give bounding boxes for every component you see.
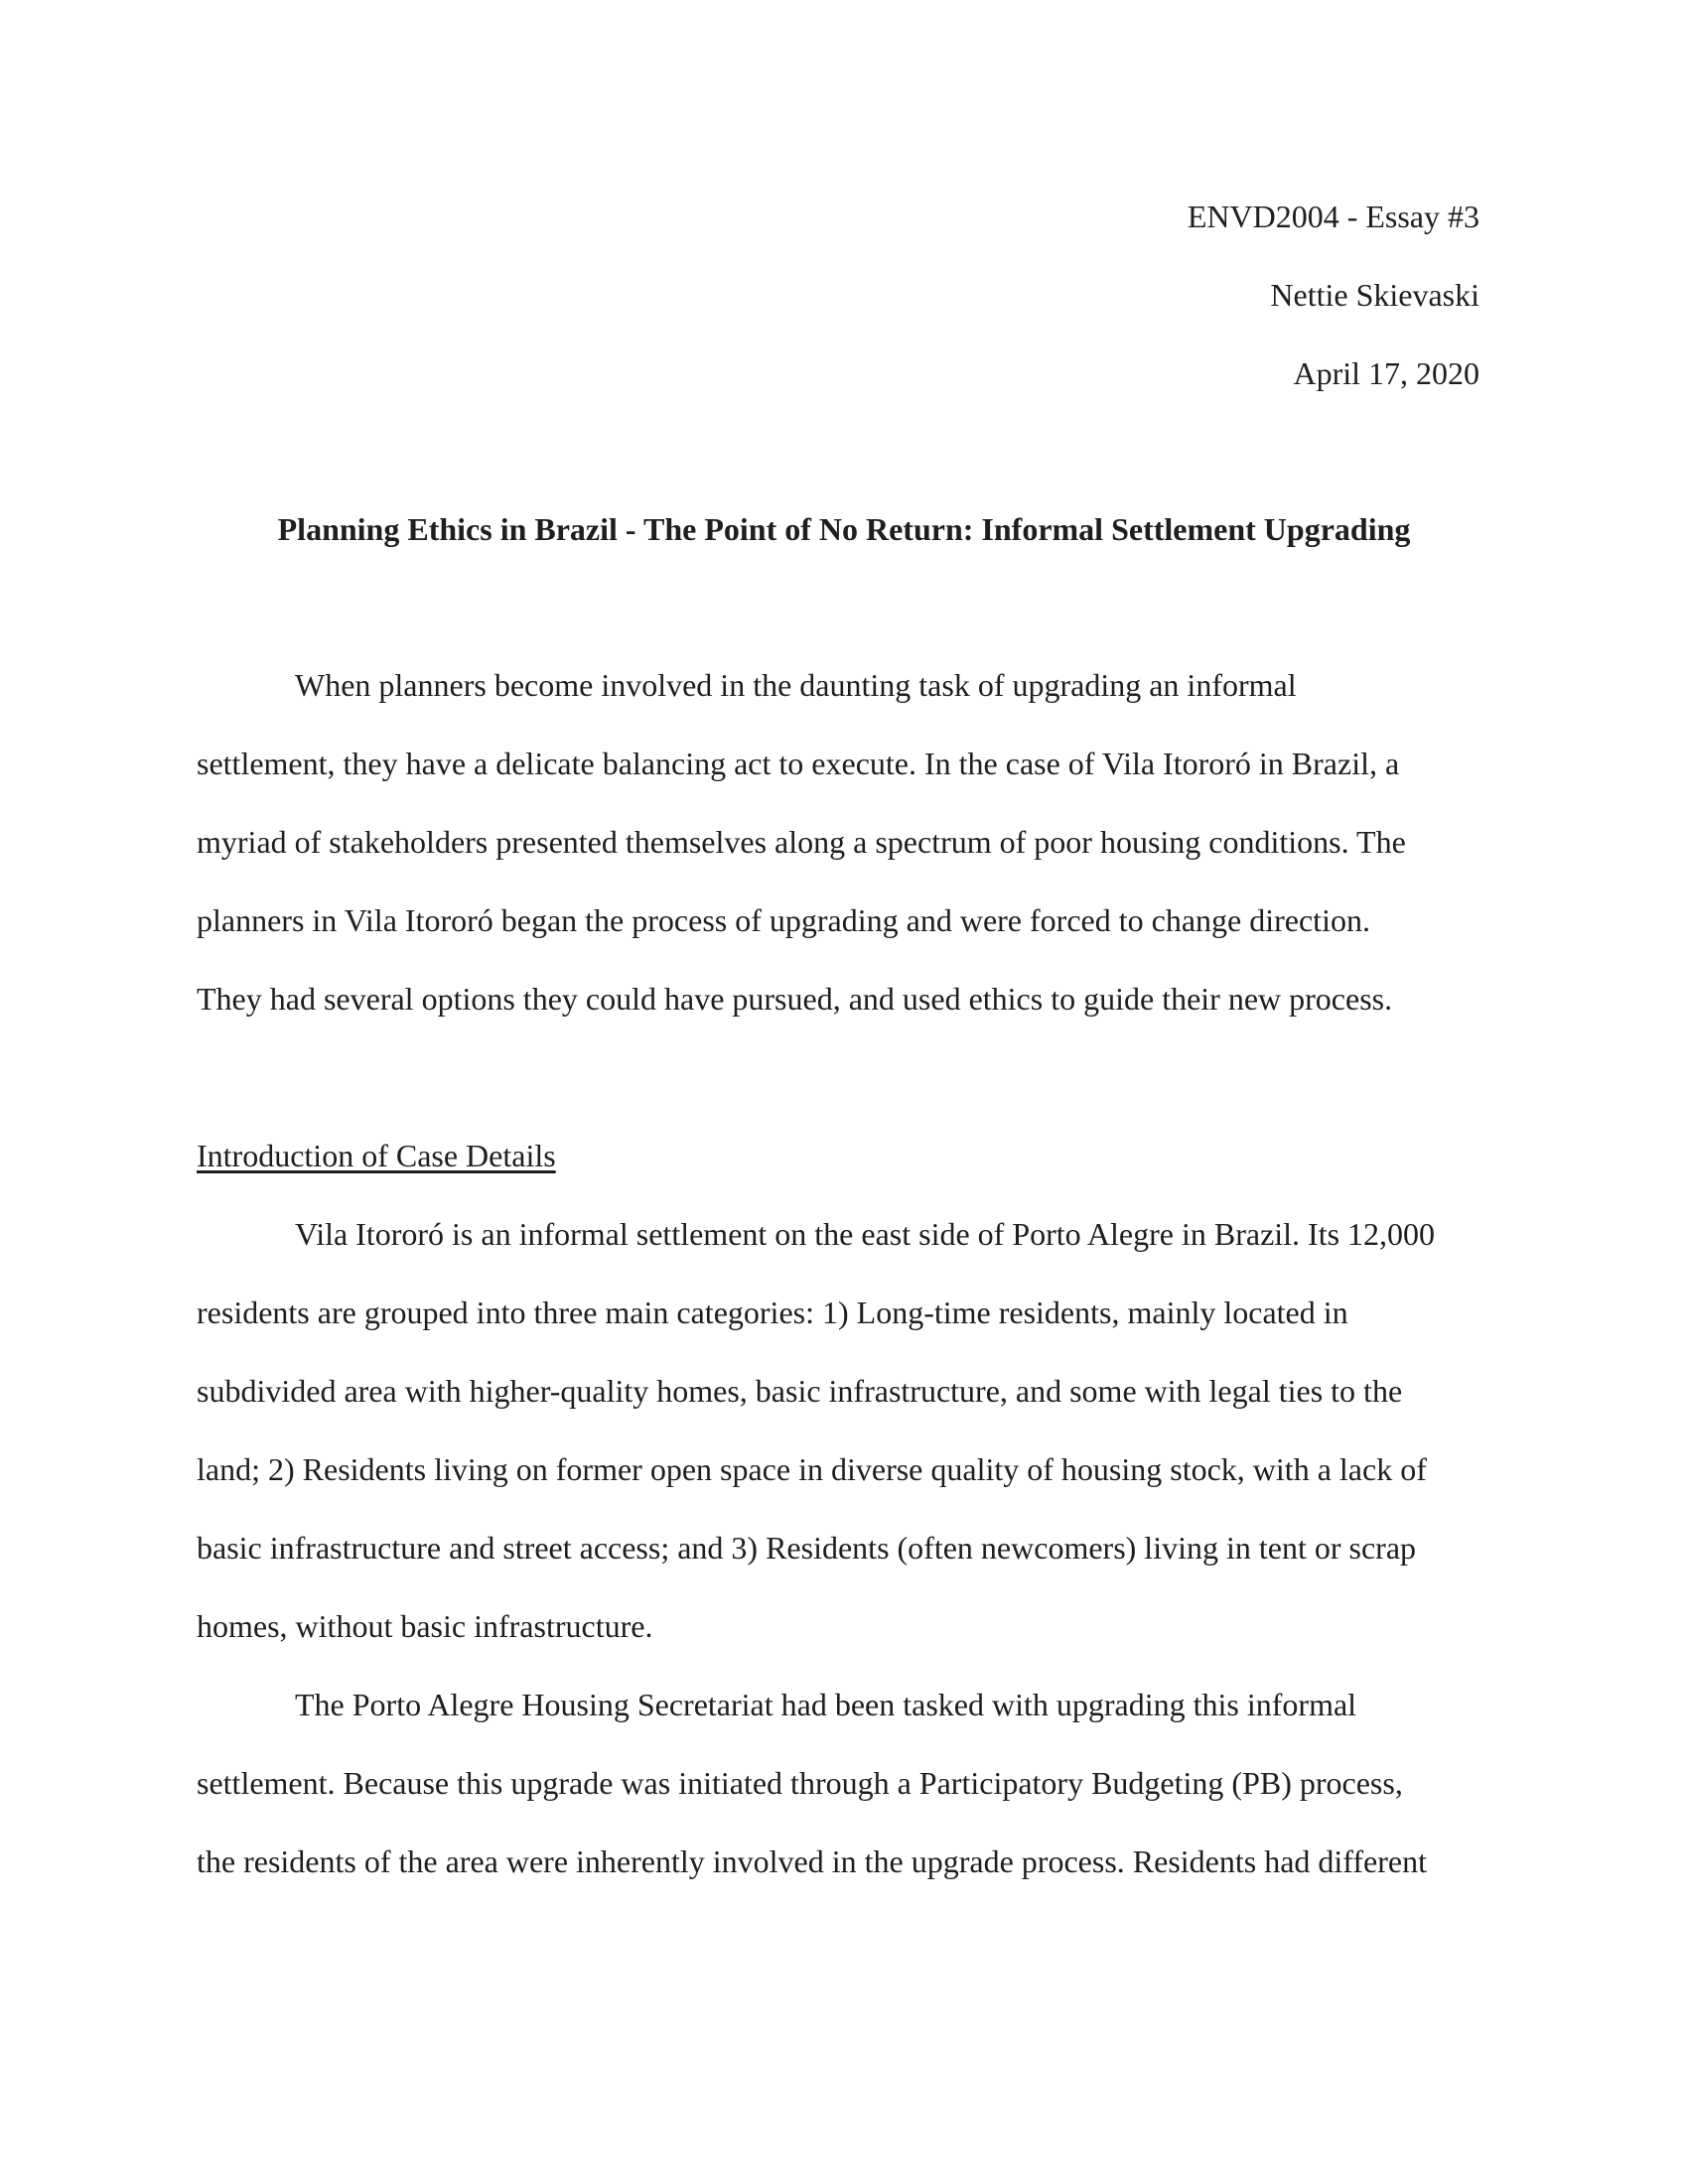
text-line: planners in Vila Itororó began the process of upgrading and were forced to change direction. bbox=[197, 902, 1370, 938]
text-line: The Porto Alegre Housing Secretariat had been tasked with upgrading this informal bbox=[295, 1687, 1357, 1722]
text-line: the residents of the area were inherently involved in the upgrade process. Residents had different bbox=[197, 1843, 1427, 1879]
text-line: settlement, they have a delicate balancing act to execute. In the case of Vila Itororó in Brazil, a bbox=[197, 746, 1400, 781]
section-heading: Introduction of Case Details bbox=[197, 1138, 556, 1173]
text-line: When planners become involved in the daunting task of upgrading an informal bbox=[295, 667, 1297, 703]
text-line: homes, without basic infrastructure. bbox=[197, 1608, 653, 1644]
text-line: land; 2) Residents living on former open space in diverse quality of housing stock, with a lack of bbox=[197, 1451, 1427, 1487]
header-date: April 17, 2020 bbox=[1293, 355, 1479, 391]
header-course: ENVD2004 - Essay #3 bbox=[1187, 199, 1479, 234]
text-line: Vila Itororó is an informal settlement on the east side of Porto Alegre in Brazil. Its 12,000 bbox=[295, 1216, 1436, 1252]
text-line: residents are grouped into three main categories: 1) Long-time residents, mainly located in bbox=[197, 1295, 1348, 1330]
essay-title: Planning Ethics in Brazil - The Point of No Return: Informal Settlement Upgrading bbox=[277, 511, 1411, 547]
text-line: They had several options they could have pursued, and used ethics to guide their new process. bbox=[197, 981, 1393, 1017]
text-line: settlement. Because this upgrade was initiated through a Participatory Budgeting (PB) process, bbox=[197, 1765, 1403, 1801]
header-author: Nettie Skievaski bbox=[1270, 277, 1479, 313]
text-line: myriad of stakeholders presented themselves along a spectrum of poor housing conditions. The bbox=[197, 824, 1406, 860]
text-line: subdivided area with higher-quality homes, basic infrastructure, and some with legal ties to the bbox=[197, 1373, 1403, 1409]
text-line: basic infrastructure and street access; and 3) Residents (often newcomers) living in tent or scrap bbox=[197, 1530, 1417, 1566]
